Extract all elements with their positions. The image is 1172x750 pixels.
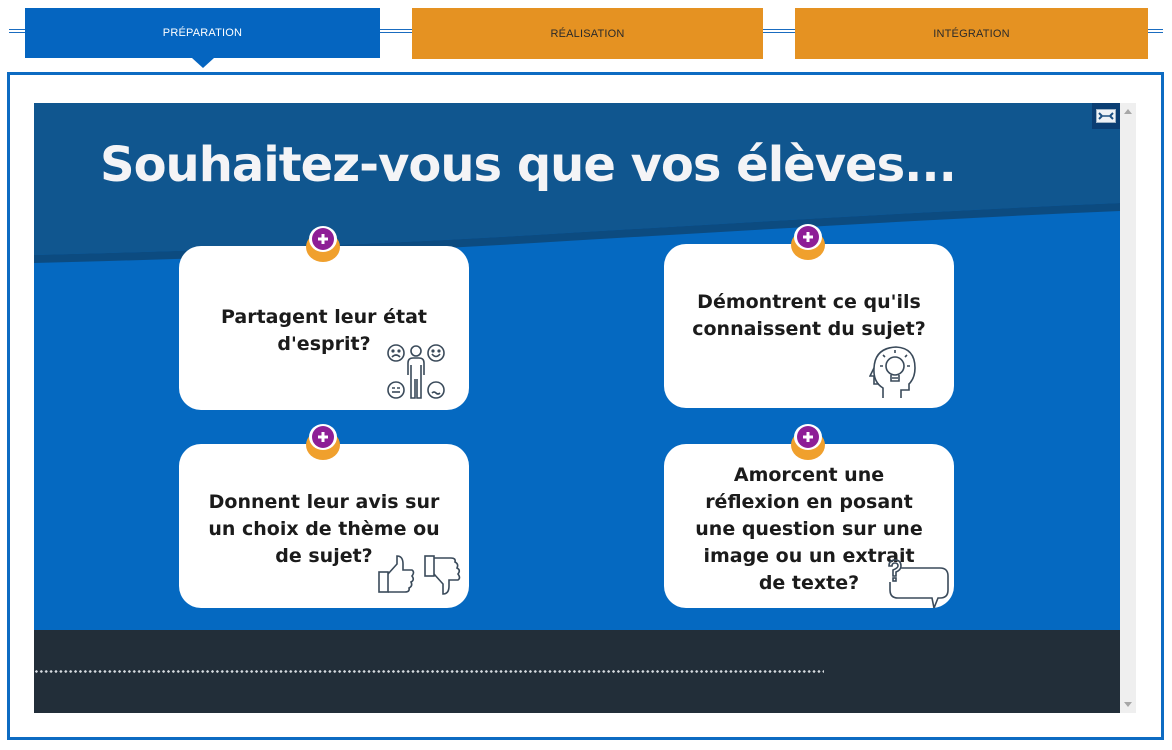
card-opinion[interactable] — [179, 444, 469, 608]
expand-plus-button[interactable] — [305, 226, 341, 262]
plus-icon — [797, 426, 819, 448]
slide-title: Souhaitez-vous que vos élèves... — [100, 137, 956, 193]
plus-icon — [797, 226, 819, 248]
head-lightbulb-icon — [869, 344, 919, 400]
step-navigation — [0, 0, 1172, 72]
tab-label: RÉALISATION — [550, 27, 625, 40]
tab-label: PRÉPARATION — [162, 27, 243, 39]
thumbs-up-down-icon — [377, 554, 463, 596]
question-speech-bubble-icon — [886, 558, 950, 608]
card-text: Amorcent une réflexion en posant une question sur une image ou un extrait de texte? — [695, 464, 923, 594]
emotions-person-icon — [386, 343, 446, 403]
connector-line — [1148, 29, 1163, 33]
slide-viewer — [34, 103, 1120, 713]
tab-preparation[interactable] — [25, 8, 380, 58]
connector-line — [763, 29, 795, 33]
card-text: Démontrent ce qu'ils connaissent du sujet? — [692, 291, 926, 340]
scroll-up-arrow-icon[interactable] — [1124, 109, 1132, 114]
connector-line — [380, 29, 412, 33]
expand-plus-button[interactable] — [790, 424, 826, 460]
tab-label: INTÉGRATION — [933, 27, 1010, 40]
plus-icon — [312, 426, 334, 448]
expand-plus-button[interactable] — [790, 224, 826, 260]
expand-plus-button[interactable] — [305, 424, 341, 460]
card-prior-knowledge[interactable] — [664, 244, 954, 408]
vertical-scrollbar[interactable] — [1120, 103, 1136, 713]
connector-line — [9, 29, 25, 33]
progress-track[interactable] — [34, 670, 824, 673]
tab-integration[interactable] — [795, 8, 1148, 59]
plus-icon — [312, 228, 334, 250]
fullscreen-icon — [1096, 109, 1116, 123]
scroll-down-arrow-icon[interactable] — [1124, 702, 1132, 707]
player-control-bar — [34, 630, 1120, 713]
card-reflection-question[interactable] — [664, 444, 954, 608]
card-state-of-mind[interactable] — [179, 246, 469, 410]
fullscreen-button[interactable] — [1092, 103, 1120, 129]
card-text: Donnent leur avis sur un choix de thème ou de sujet? — [208, 491, 440, 567]
card-text: Partagent leur état d'esprit? — [220, 306, 427, 355]
tab-realisation[interactable] — [412, 8, 763, 59]
